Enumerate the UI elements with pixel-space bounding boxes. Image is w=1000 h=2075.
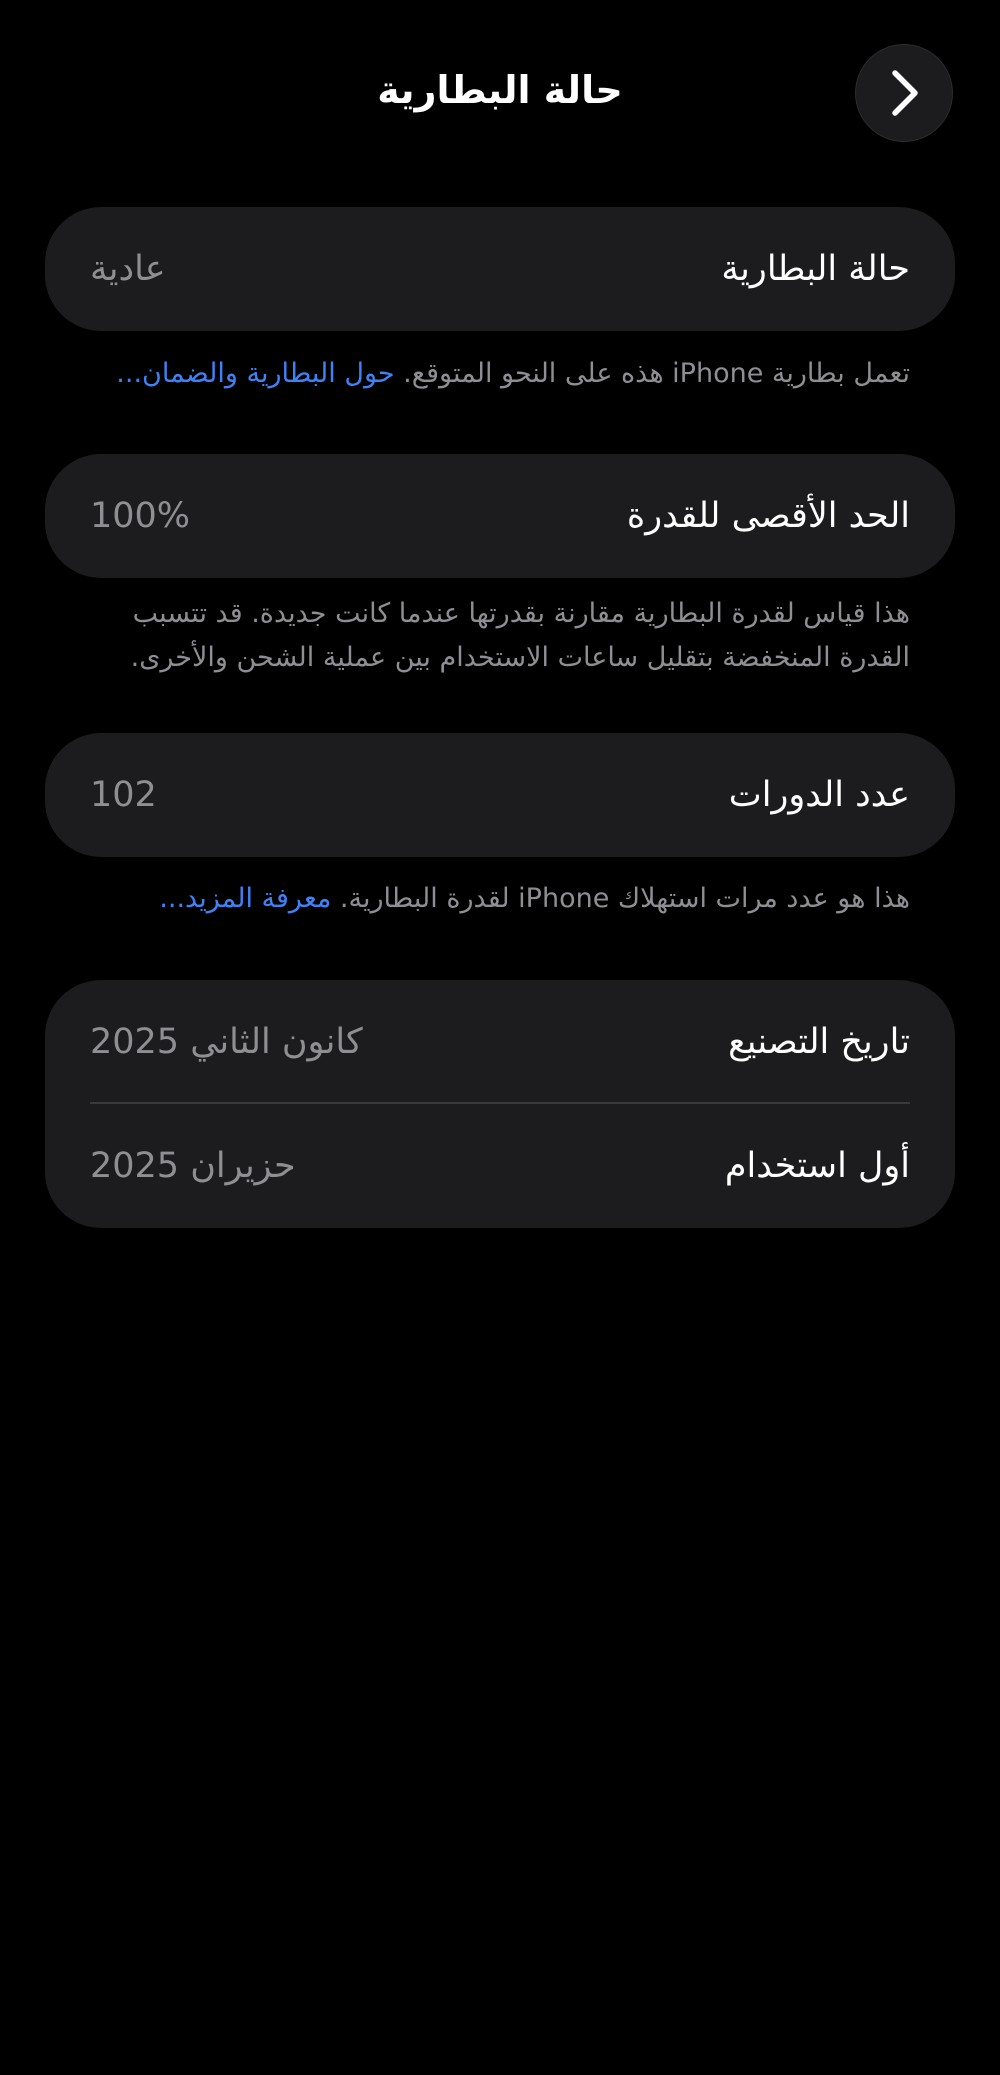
maximum-capacity-row — [45, 454, 955, 578]
first-use-label: أول استخدام — [724, 1146, 910, 1186]
manufacture-date-value: كانون الثاني 2025 — [90, 1022, 363, 1062]
battery-condition-value: عادية — [90, 249, 166, 289]
footnote-text: هذا هو عدد مرات استهلاك iPhone لقدرة البطارية. — [331, 883, 910, 914]
page-title: حالة البطارية — [377, 68, 623, 112]
first-use-value: حزيران 2025 — [90, 1146, 296, 1186]
battery-condition-footnote — [100, 352, 910, 396]
chevron-right-icon — [887, 69, 921, 117]
battery-warranty-link[interactable]: حول البطارية والضمان... — [116, 358, 395, 389]
learn-more-link[interactable]: معرفة المزيد... — [159, 883, 332, 914]
battery-condition-row[interactable] — [45, 207, 955, 331]
cycle-count-label: عدد الدورات — [728, 775, 910, 815]
footnote-text: تعمل بطارية iPhone هذه على النحو المتوقع. — [394, 358, 910, 389]
cycle-count-row — [45, 733, 955, 857]
dates-card — [45, 980, 955, 1228]
first-use-row — [45, 1104, 955, 1228]
maximum-capacity-label: الحد الأقصى للقدرة — [626, 496, 910, 536]
back-button[interactable] — [855, 44, 953, 142]
battery-condition-label: حالة البطارية — [721, 249, 910, 289]
cycle-count-card — [45, 733, 955, 857]
footnote-text: هذا قياس لقدرة البطارية مقارنة بقدرتها عندما كانت جديدة. قد تتسبب القدرة المنخفضة بتقليل ساعات الاستخدام بين عملية الشحن والأخرى. — [130, 598, 910, 673]
maximum-capacity-value: 100% — [90, 496, 191, 536]
navigation-bar — [0, 0, 1000, 190]
manufacture-date-row — [45, 980, 955, 1104]
cycle-count-footnote — [100, 877, 910, 921]
manufacture-date-label: تاريخ التصنيع — [728, 1022, 910, 1062]
battery-condition-card — [45, 207, 955, 331]
cycle-count-value: 102 — [90, 775, 157, 815]
maximum-capacity-card — [45, 454, 955, 578]
maximum-capacity-footnote — [100, 592, 910, 680]
